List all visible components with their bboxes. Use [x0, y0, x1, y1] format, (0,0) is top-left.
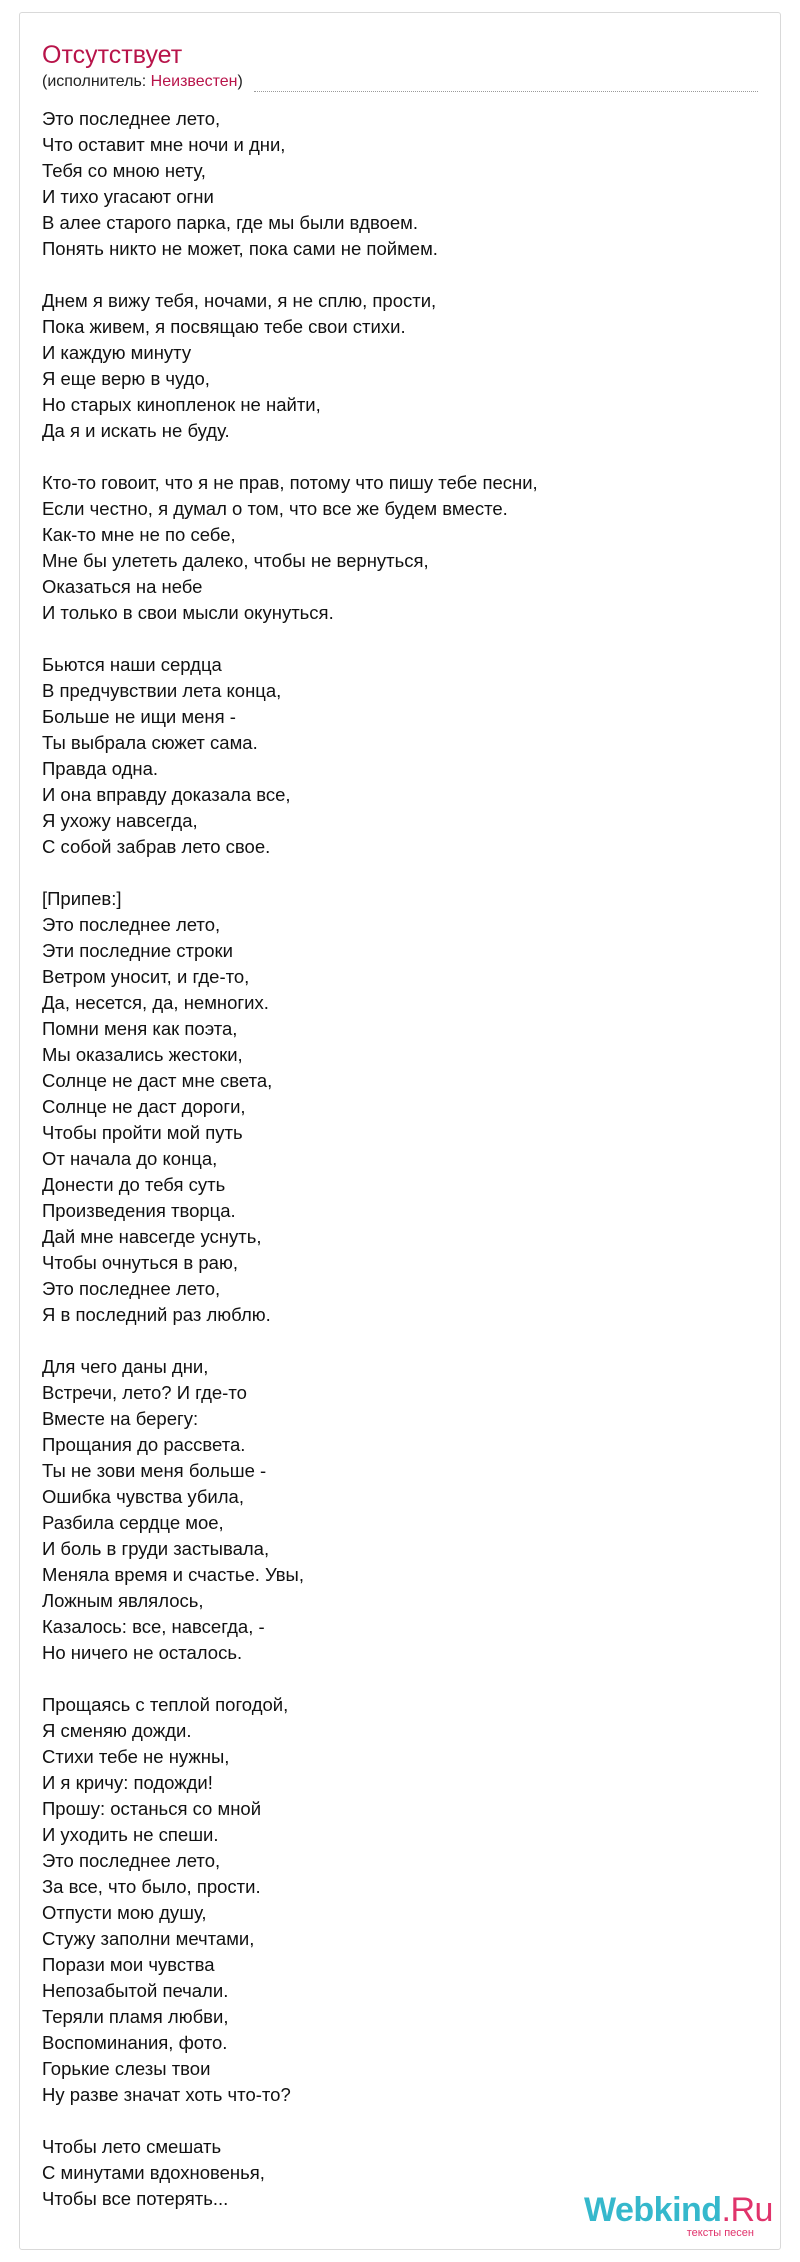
lyrics-line: Стихи тебе не нужны, [42, 1746, 230, 1767]
lyrics-line: Горькие слезы твои [42, 2058, 211, 2079]
lyrics-line: Да, несется, да, немногих. [42, 992, 269, 1013]
lyrics-line: Я ухожу навсегда, [42, 810, 198, 831]
logo-main-text: Webkind [584, 2191, 722, 2229]
lyrics-line: Дай мне навсегде уснуть, [42, 1226, 262, 1247]
site-logo[interactable] [584, 2190, 774, 2240]
lyrics-line: Днем я вижу тебя, ночами, я не сплю, прости, [42, 290, 437, 311]
lyrics-stanza [42, 886, 742, 1328]
performer-prefix: (исполнитель: [42, 73, 151, 90]
lyrics-line: И боль в груди застывала, [42, 1538, 270, 1559]
lyrics-line: Прошу: останься со мной [42, 1798, 262, 1819]
lyrics-line: Произведения творца. [42, 1200, 236, 1221]
lyrics-line: Отпусти мою душу, [42, 1902, 207, 1923]
lyrics-line: Порази мои чувства [42, 1954, 215, 1975]
lyrics-line: От начала до конца, [42, 1148, 218, 1169]
lyrics-stanza [42, 652, 742, 860]
lyrics-line: И уходить не спеши. [42, 1824, 219, 1845]
lyrics-stanza [42, 1692, 742, 2108]
logo-domain-text: .Ru [721, 2191, 773, 2229]
lyrics-line: Стужу заполни мечтами, [42, 1928, 255, 1949]
lyrics-body [42, 106, 742, 2238]
lyrics-line: Да я и искать не буду. [42, 420, 230, 441]
lyrics-line: Мы оказались жестоки, [42, 1044, 243, 1065]
lyrics-line: Кто-то говоит, что я не прав, потому что пишу тебе песни, [42, 472, 538, 493]
lyrics-line: Это последнее лето, [42, 108, 221, 129]
lyrics-stanza [42, 470, 742, 626]
song-title: Отсутствует [42, 41, 183, 69]
lyrics-line: С собой забрав лето свое. [42, 836, 271, 857]
lyrics-line: Солнце не даст дороги, [42, 1096, 246, 1117]
lyrics-line: [Припев:] [42, 888, 122, 909]
lyrics-line: И каждую минуту [42, 342, 192, 363]
lyrics-line: И она вправду доказала все, [42, 784, 291, 805]
lyrics-line: Понять никто не может, пока сами не поймем. [42, 238, 438, 259]
performer-suffix: ) [237, 73, 243, 90]
lyrics-line: Я еще верю в чудо, [42, 368, 210, 389]
lyrics-line: Казалось: все, навсегда, - [42, 1616, 265, 1637]
lyrics-line: Встречи, лето? И где-то [42, 1382, 247, 1403]
lyrics-line: Мне бы улететь далеко, чтобы не вернуться, [42, 550, 429, 571]
lyrics-line: И тихо угасают огни [42, 186, 214, 207]
performer-name-link[interactable]: Неизвестен [150, 73, 238, 90]
lyrics-line: Это последнее лето, [42, 1278, 221, 1299]
lyrics-line: Но ничего не осталось. [42, 1642, 243, 1663]
lyrics-line: Теряли пламя любви, [42, 2006, 229, 2027]
lyrics-line: Эти последние строки [42, 940, 233, 961]
lyrics-line: Вместе на берегу: [42, 1408, 199, 1429]
lyrics-line: С минутами вдохновенья, [42, 2162, 265, 2183]
lyrics-line: И я кричу: подожди! [42, 1772, 213, 1793]
lyrics-line: Я в последний раз люблю. [42, 1304, 271, 1325]
lyrics-line: Что оставит мне ночи и дни, [42, 134, 286, 155]
lyrics-line: Чтобы очнуться в раю, [42, 1252, 238, 1273]
lyrics-line: Тебя со мною нету, [42, 160, 206, 181]
lyrics-line: Как-то мне не по себе, [42, 524, 236, 545]
lyrics-line: Бьются наши сердца [42, 654, 222, 675]
lyrics-line: В предчувствии лета конца, [42, 680, 282, 701]
lyrics-line: Ветром уносит, и где-то, [42, 966, 250, 987]
logo-wordmark [584, 2190, 773, 2230]
lyrics-line: Помни меня как поэта, [42, 1018, 238, 1039]
lyrics-line: Но старых кинопленок не найти, [42, 394, 321, 415]
lyrics-line: Правда одна. [42, 758, 159, 779]
lyrics-line: Солнце не даст мне света, [42, 1070, 273, 1091]
lyrics-line: Я сменяю дожди. [42, 1720, 192, 1741]
lyrics-line: В алее старого парка, где мы были вдвоем. [42, 212, 419, 233]
lyrics-line: Ну разве значат хоть что-то? [42, 2084, 291, 2105]
performer-line [42, 72, 243, 92]
lyrics-line: Чтобы лето смешать [42, 2136, 222, 2157]
lyrics-line: Прощания до рассвета. [42, 1434, 246, 1455]
lyrics-line: Ты выбрала сюжет сама. [42, 732, 258, 753]
lyrics-line: И только в свои мысли окунуться. [42, 602, 334, 623]
lyrics-line: Оказаться на небе [42, 576, 203, 597]
lyrics-line: Для чего даны дни, [42, 1356, 209, 1377]
lyrics-line: Это последнее лето, [42, 914, 221, 935]
lyrics-line: Воспоминания, фото. [42, 2032, 228, 2053]
lyrics-line: Если честно, я думал о том, что все же будем вместе. [42, 498, 508, 519]
lyrics-line: Это последнее лето, [42, 1850, 221, 1871]
lyrics-line: Ошибка чувства убила, [42, 1486, 244, 1507]
lyrics-line: Прощаясь с теплой погодой, [42, 1694, 289, 1715]
lyrics-line: Ты не зови меня больше - [42, 1460, 267, 1481]
logo-tagline: тексты песен [686, 2227, 754, 2239]
lyrics-line: Ложным являлось, [42, 1590, 204, 1611]
title-divider [254, 91, 758, 92]
lyrics-line: Донести до тебя суть [42, 1174, 226, 1195]
lyrics-stanza [42, 1354, 742, 1666]
lyrics-line: Непозабытой печали. [42, 1980, 229, 2001]
lyrics-line: Меняла время и счастье. Увы, [42, 1564, 304, 1585]
lyrics-line: Больше не ищи меня - [42, 706, 236, 727]
lyrics-stanza [42, 106, 742, 262]
lyrics-line: Чтобы пройти мой путь [42, 1122, 243, 1143]
lyrics-stanza [42, 288, 742, 444]
lyrics-line: Чтобы все потерять... [42, 2188, 229, 2209]
lyrics-line: Разбила сердце мое, [42, 1512, 224, 1533]
lyrics-line: За все, что было, прости. [42, 1876, 261, 1897]
lyrics-line: Пока живем, я посвящаю тебе свои стихи. [42, 316, 406, 337]
